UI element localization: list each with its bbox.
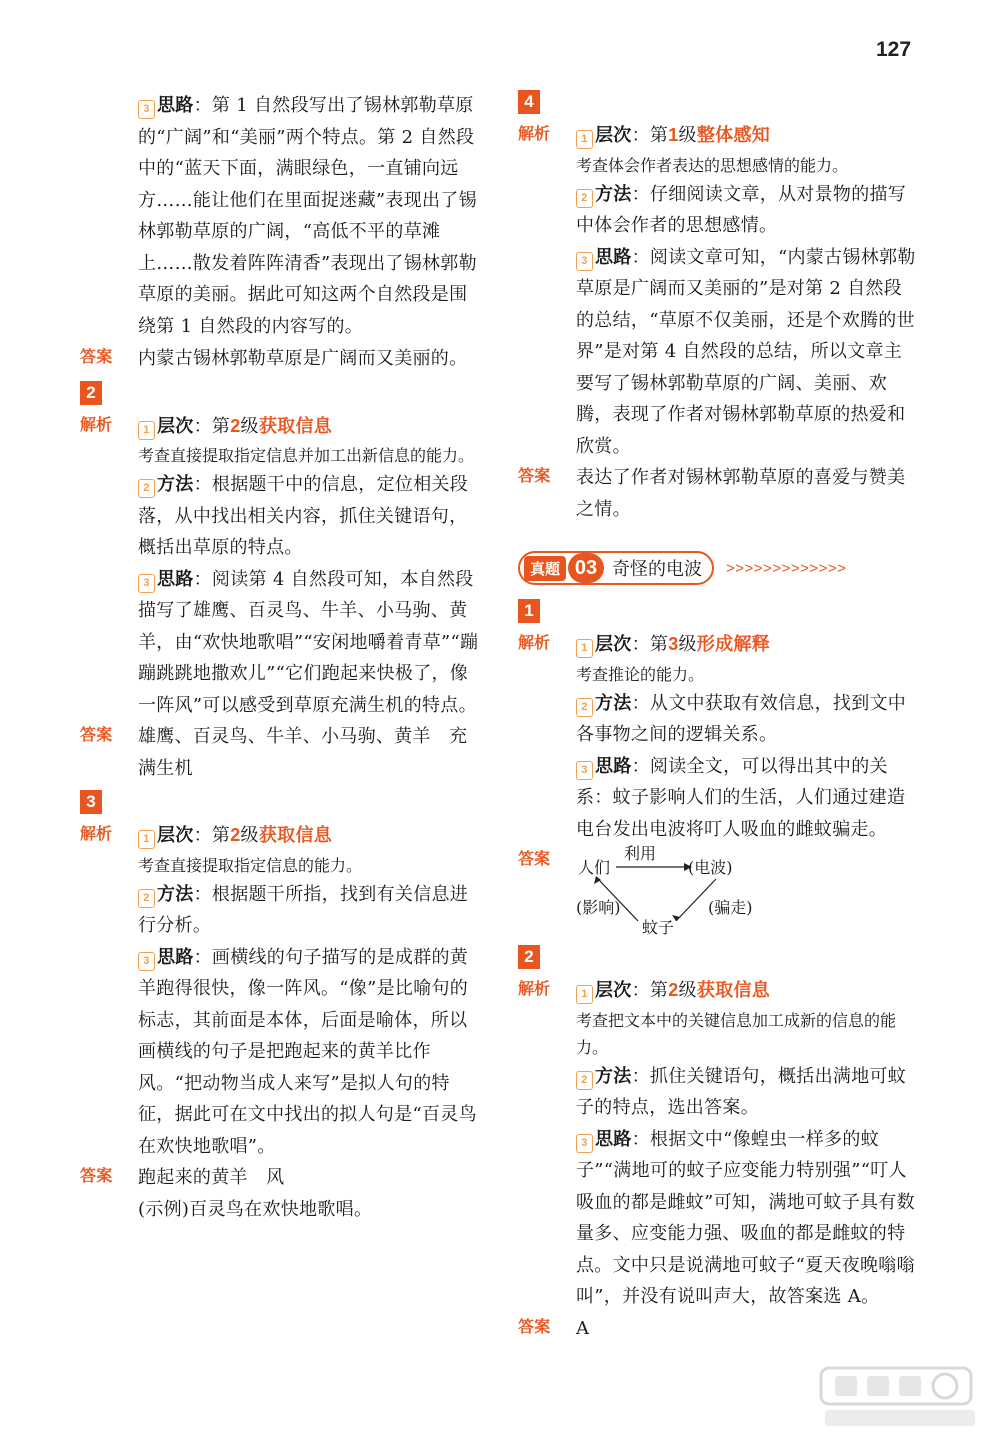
- s1-thinking: 3 思路：阅读全文，可以得出其中的关系：蚊子影响人们的生活，人们通过建造电台发出电波将叮人吸血的雌蚊骗走。: [576, 755, 906, 840]
- diagram-mosquito: 蚊子: [642, 918, 675, 937]
- section-arrows-decoration: >>>>>>>>>>>>>: [726, 559, 847, 577]
- question-number-3: 3: [80, 790, 102, 814]
- q2-thinking: 3 思路：阅读第 4 自然段可知，本自然段描写了雄鹰、百灵鸟、牛羊、小马驹、黄羊，由“欢快地歌唱”“安闲地嚼着青草”“蹦蹦跳跳地撒欢儿”“它们跑起来快极了，像一阵风”可以感受到草原充满生机的特点。: [138, 568, 479, 716]
- step-3-icon: 3: [138, 574, 155, 593]
- analysis-tag: 解析: [518, 635, 551, 652]
- step-3-icon: 3: [138, 952, 155, 971]
- q4-analysis: [518, 120, 920, 462]
- section-title: 奇怪的电波: [612, 559, 703, 580]
- answer-tag: 答案: [518, 1318, 551, 1336]
- q4-method: 2 方法：仔细阅读文章，从对景物的描写中体会作者的思想感情。: [576, 183, 907, 236]
- step-1-icon: 1: [576, 639, 593, 658]
- q4-level: 1 层次：第1级整体感知: [576, 120, 920, 152]
- q4-thinking: 3 思路：阅读文章可知，“内蒙古锡林郭勒草原是广阔而又美丽的”是对第 2 自然段的总结，“草原不仅美丽，还是个欢腾的世界”是对第 4 自然段的总结，所以文章主要写了锡林郭勒草原的广阔、美丽、欢腾，表现了作者对锡林郭勒草原的热爱和欣赏。: [576, 246, 916, 457]
- step-2-icon: 2: [576, 698, 593, 717]
- diagram-drive: (骗走): [708, 898, 753, 917]
- step-3-icon: 3: [138, 100, 155, 119]
- step-1-icon: 1: [138, 830, 155, 849]
- q3-answer: 答案 跑起来的黄羊 风 (示例)百灵鸟在欢快地歌唱。: [80, 1162, 480, 1225]
- s1-answer: [518, 845, 920, 939]
- step-1-icon: 1: [138, 421, 155, 440]
- question-number-2: 2: [518, 945, 540, 969]
- analysis-tag: 解析: [518, 981, 551, 998]
- section-label: 真题: [524, 556, 566, 581]
- q3-level-desc: 考查直接提取指定信息的能力。: [138, 855, 363, 875]
- s2-thinking: 3 思路：根据文中“像蝗虫一样多的蚊子”“满地可的蚊子应变能力特别强”“叮人吸血的都是雌蚊”可知，满地可蚊子具有数量多、应变能力强、吸血的都是雌蚊的特点。文中只是说满地可蚊子“夏天夜晚嗡嗡叫”，并没有说叫声大，故答案选 A。: [576, 1128, 915, 1307]
- s1-level: 1 层次：第3级形成解释: [576, 629, 920, 661]
- step-3-icon: 3: [576, 1134, 593, 1153]
- q2-answer: 答案 雄鹰、百灵鸟、牛羊、小马驹、黄羊 充满生机: [80, 721, 480, 784]
- question-number-2: 2: [80, 381, 102, 405]
- step-3-icon: 3: [576, 252, 593, 271]
- answer-tag: 答案: [518, 468, 551, 485]
- s1-analysis: [518, 629, 920, 845]
- q2-analysis: [80, 411, 480, 722]
- step-2-icon: 2: [576, 1071, 593, 1090]
- q3-analysis: [80, 820, 480, 1162]
- page-number: 127: [876, 38, 912, 61]
- analysis-tag: 解析: [80, 826, 113, 843]
- diagram-use: 利用: [624, 844, 657, 863]
- diagram-wave: (电波): [688, 858, 733, 877]
- s2-answer: 答案 A: [518, 1313, 920, 1345]
- diagram-influence: (影响): [576, 898, 621, 917]
- question-number-1: 1: [518, 599, 540, 623]
- s2-analysis: [518, 975, 920, 1313]
- watermark-logo-icon: [815, 1362, 985, 1432]
- s2-method: 2 方法：抓住关键语句，概括出满地可蚊子的特点，选出答案。: [576, 1065, 907, 1118]
- s1-method: 2 方法：从文中获取有效信息，找到文中各事物之间的逻辑关系。: [576, 692, 907, 745]
- answer-tag: 答案: [80, 727, 113, 744]
- step-1-icon: 1: [576, 985, 593, 1004]
- q3-level: 1 层次：第2级获取信息: [138, 820, 480, 852]
- top-thinking: 3 思路：第 1 自然段写出了锡林郭勒草原的“广阔”和“美丽”两个特点。第 2 自然段中的“蓝天下面，满眼绿色，一直铺向远方……能让他们在里面捉迷藏”表现出了锡林郭勒草原的广阔，“高低不平的草滩上……散发着阵阵清香”表现出了锡林郭勒草原的美丽。据此可知这两个自然段是围绕第 1 自然段的内容写的。: [138, 95, 477, 337]
- q3-method: 2 方法：根据题干所指，找到有关信息进行分析。: [138, 883, 469, 936]
- s2-level: 1 层次：第2级获取信息: [576, 975, 920, 1007]
- relationship-diagram: [576, 844, 920, 939]
- diagram-people: 人们: [578, 858, 611, 877]
- left-column: [80, 90, 480, 1225]
- step-2-icon: 2: [138, 889, 155, 908]
- answer-tag: 答案: [80, 349, 113, 366]
- question-number-4: 4: [518, 90, 540, 114]
- step-1-icon: 1: [576, 130, 593, 149]
- s1-level-desc: 考查推论的能力。: [576, 664, 705, 684]
- section-badge: [518, 551, 714, 585]
- q4-answer: 答案 表达了作者对锡林郭勒草原的喜爱与赞美之情。: [518, 462, 920, 525]
- q2-method: 2 方法：根据题干中的信息，定位相关段落，从中找出相关内容，抓住关键语句，概括出草原的特点。: [138, 474, 469, 558]
- analysis-tag: 解析: [518, 126, 551, 143]
- answer-tag: 答案: [518, 851, 551, 868]
- right-column: [518, 90, 920, 1344]
- step-2-icon: 2: [138, 479, 155, 498]
- q2-level-desc: 考查直接提取指定信息并加工出新信息的能力。: [138, 446, 475, 465]
- analysis-tag: 解析: [80, 416, 113, 434]
- section-header: [518, 551, 920, 585]
- step-2-icon: 2: [576, 189, 593, 208]
- q2-level: 1 层次：第2级获取信息: [138, 411, 480, 443]
- q3-thinking: 3 思路：画横线的句子描写的是成群的黄羊跑得很快，像一阵风。“像”是比喻句的标志，其前面是本体，后面是喻体，所以画横线的句子是把跑起来的黄羊比作风。“把动物当成人来写”是拟人句的特征，据此可在文中找出的拟人句是“百灵鸟在欢快地歌唱”。: [138, 946, 477, 1157]
- step-3-icon: 3: [576, 761, 593, 780]
- s2-level-desc: 考查把文本中的关键信息加工成新的信息的能力。: [576, 1010, 897, 1057]
- q4-level-desc: 考查体会作者表达的思想感情的能力。: [576, 155, 849, 175]
- answer-tag: 答案: [80, 1168, 113, 1185]
- section-number: 03: [568, 553, 604, 583]
- top-answer: 答案 内蒙古锡林郭勒草原是广阔而又美丽的。: [80, 343, 480, 375]
